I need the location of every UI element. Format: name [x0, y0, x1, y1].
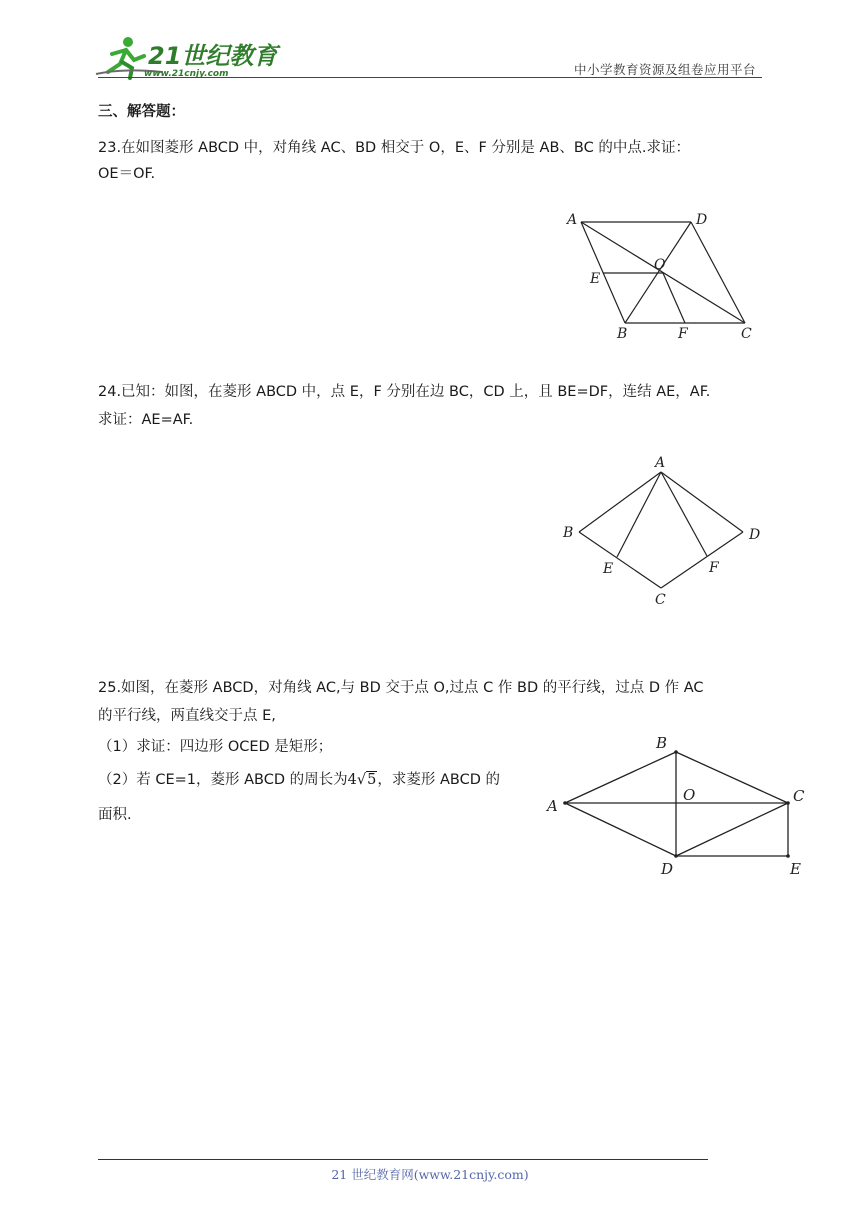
footer-text: 21 世纪教育网(www.21cnjy.com) — [331, 1167, 529, 1182]
q24-label-D: D — [749, 527, 761, 543]
q25-side-DA — [565, 803, 676, 856]
q24-label-B: B — [563, 525, 574, 541]
q24-segment-AF — [661, 472, 707, 556]
q25-label-A: A — [547, 797, 558, 815]
q24-label-F: F — [709, 560, 719, 576]
logo-url: www.21cnjy.com — [144, 69, 229, 79]
site-logo — [92, 34, 278, 80]
q25-label-D: D — [661, 860, 674, 878]
q25-label-E: E — [790, 860, 801, 878]
q25-part2-suffix: ，求菱形 ABCD 的 — [377, 772, 500, 788]
q23-label-E: E — [590, 271, 601, 287]
q24-figure — [555, 452, 775, 612]
q25-text-line2: 的平行线，两直线交于点 E, — [98, 708, 276, 724]
q25-part2 — [98, 766, 500, 794]
q25-label-B: B — [656, 734, 668, 752]
q25-figure — [540, 730, 815, 880]
footer-divider — [98, 1159, 708, 1160]
q23-label-D: D — [696, 212, 708, 228]
q24-label-E: E — [603, 561, 614, 577]
q24-side-CD — [661, 532, 743, 588]
q23-label-F: F — [678, 326, 688, 342]
q23-text-line1: 23.在如图菱形 ABCD 中，对角线 AC、BD 相交于 O，E、F 分别是 AB、BC 的中点.求证： — [98, 140, 690, 156]
q23-label-C: C — [741, 326, 752, 342]
sqrt-icon: √ — [356, 772, 367, 788]
q23-figure — [555, 205, 765, 345]
q24-side-AB — [579, 472, 661, 532]
q25-part2-prefix: （2）若 CE=1，菱形 ABCD 的周长为 — [98, 772, 348, 788]
q25-part1: （1）求证：四边形 OCED 是矩形； — [98, 739, 333, 755]
q24-text-line1: 24.已知：如图，在菱形 ABCD 中，点 E，F 分别在边 BC，CD 上，且 BE=DF，连结 AE，AF. — [98, 384, 711, 400]
q25-side-CD — [676, 803, 788, 856]
q25-label-O: O — [683, 786, 696, 804]
q25-label-C: C — [793, 787, 805, 805]
q25-perimeter-radicand: 5 — [367, 772, 377, 788]
q24-text-line2: 求证：AE=AF. — [98, 412, 194, 428]
q25-side-AB — [565, 752, 676, 803]
q23-label-O: O — [654, 257, 666, 273]
q23-text-line2: OE＝OF. — [98, 166, 156, 182]
q25-text-line1: 25.如图，在菱形 ABCD，对角线 AC,与 BD 交于点 O,过点 C 作 BD 的平行线，过点 D 作 AC — [98, 680, 704, 696]
q25-part2-line2: 面积. — [98, 807, 132, 823]
q23-side-DC — [691, 222, 745, 323]
q23-segment-OF — [663, 273, 685, 323]
section-title: 三、解答题： — [98, 104, 185, 120]
q23-label-A: A — [567, 212, 578, 228]
q24-segment-AE — [617, 472, 661, 557]
q25-perimeter-coef: 4 — [347, 772, 357, 788]
runner-logo-icon — [92, 34, 278, 80]
logo-text: 21世纪教育 — [148, 42, 278, 70]
q24-label-A: A — [655, 455, 666, 471]
q23-label-B: B — [617, 326, 628, 342]
q24-side-BC — [579, 532, 661, 588]
header-tagline: 中小学教育资源及组卷应用平台 — [573, 62, 756, 77]
q24-side-DA — [661, 472, 743, 532]
header-divider — [98, 77, 762, 78]
q24-label-C: C — [655, 592, 666, 608]
